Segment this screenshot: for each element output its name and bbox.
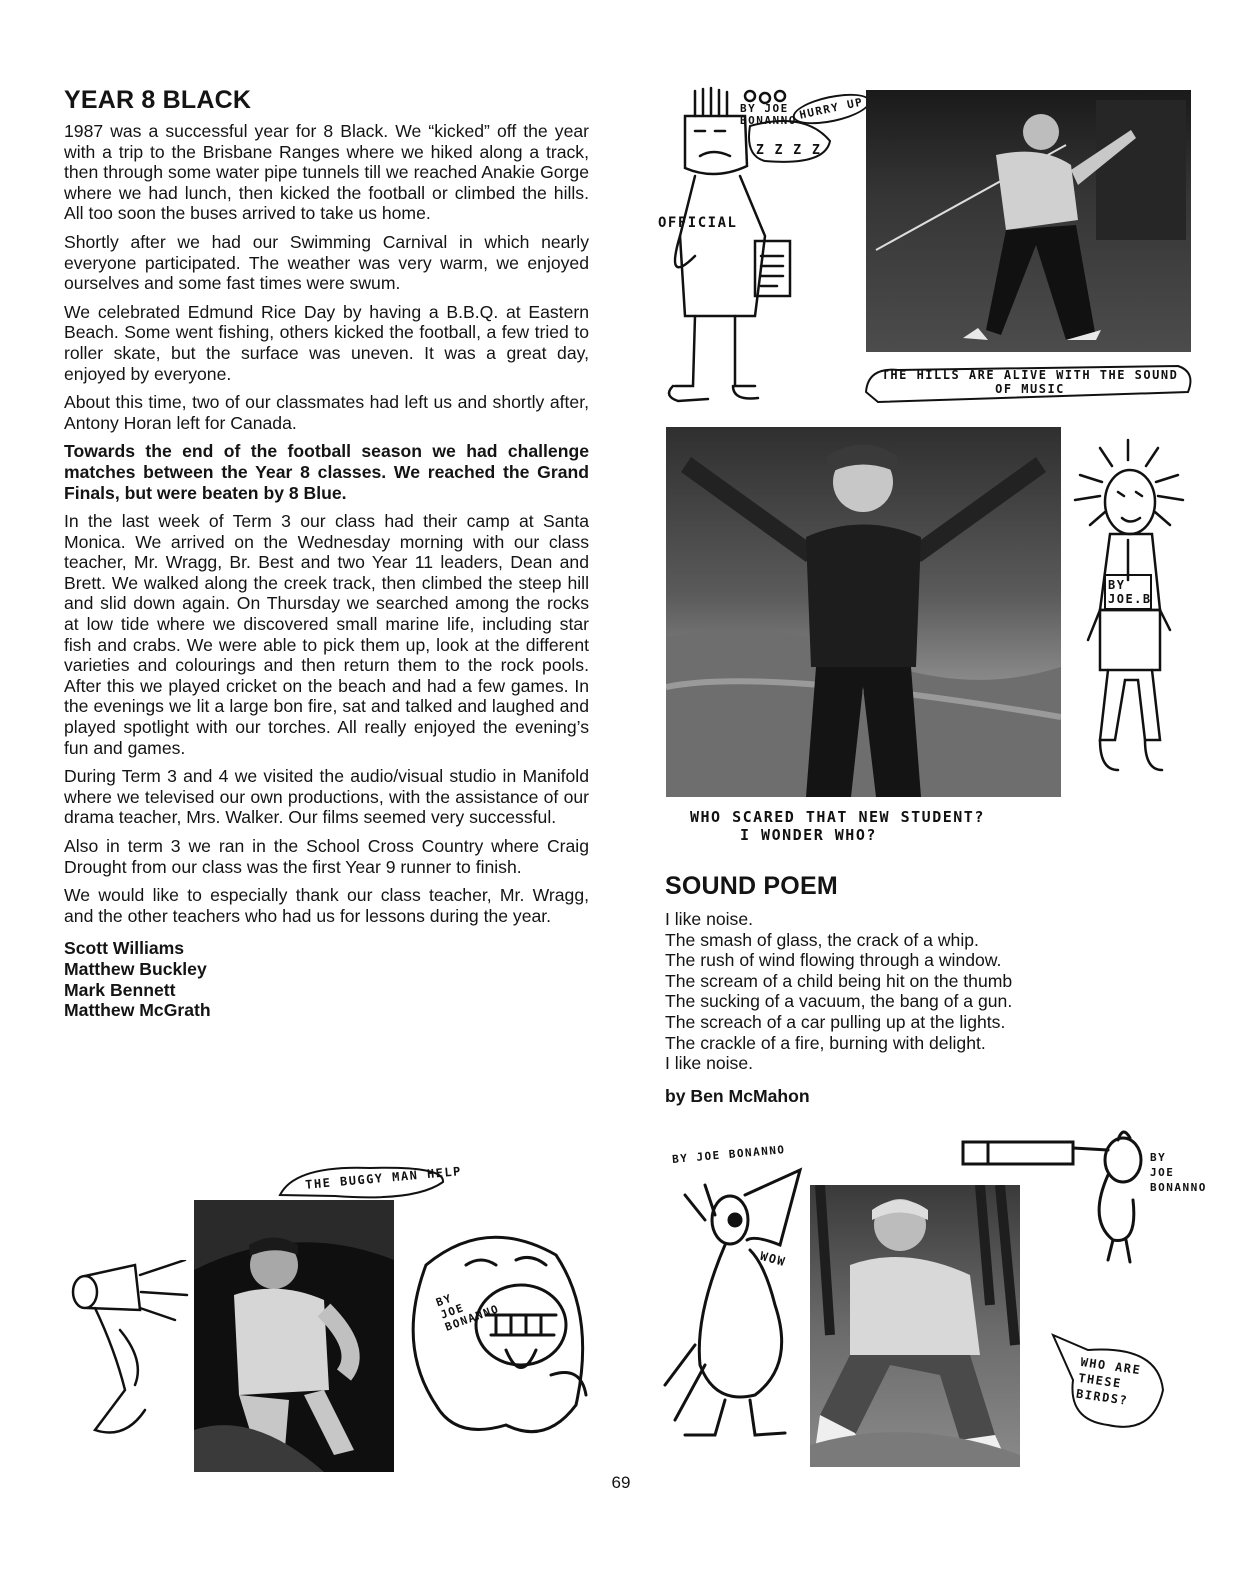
sound-poem	[665, 872, 1135, 1107]
javelin-thrower-photo	[866, 90, 1191, 352]
boy-arms-raised-photo	[666, 427, 1061, 797]
poem-title: SOUND POEM	[665, 872, 838, 900]
article-paragraph: We celebrated Edmund Rice Day by having a B.B.Q. at Eastern Beach. Some went fishing, others kicked the football, a few tried to roller skate, but the surface was uneven. It was a great day, enjoyed by everyone.	[64, 301, 589, 384]
poem-line: The crackle of a fire, burning with delight.	[665, 1032, 986, 1053]
official-caption: OFFICIAL	[658, 215, 738, 231]
poem-line: The scream of a child being hit on the thumb	[665, 970, 1013, 991]
artist-credit: BY JOE.B	[1104, 574, 1152, 610]
poem-line: The rush of wind flowing through a window.	[665, 950, 1002, 971]
poem-line: The sucking of a vacuum, the bang of a gun.	[665, 991, 1013, 1012]
artist-credit: BY JOE BONANNO	[671, 1143, 787, 1166]
author-name: Matthew McGrath	[64, 1000, 211, 1021]
article-paragraph: 1987 was a successful year for 8 Black. We “kicked” off the year with a trip to the Brisbane Ranges where we hiked along a track, then through some water pipe tunnels till we reached Anakie Gorge where we had lunch, then kicked the football or climbed the hills. All too soon the buses arrived to take us home.	[64, 121, 589, 224]
scared-caption: WHO SCARED THAT NEW STUDENT?	[690, 808, 985, 826]
hills-caption: THE HILLS ARE ALIVE WITH THE SOUND OF MUSIC	[881, 368, 1179, 396]
poem-byline: by Ben McMahon	[665, 1085, 810, 1106]
wow-caption: WOW	[758, 1248, 788, 1270]
poem-line: The screach of a car pulling up at the lights.	[665, 1011, 1006, 1032]
sleep-caption: Z Z Z Z	[756, 143, 822, 158]
artist-credit: BY JOE BONANNO	[740, 102, 797, 127]
spotlight-drawing	[65, 1260, 195, 1450]
spiky-hair-cartoon-drawing	[1070, 430, 1190, 800]
buggy-man-caption: THE BUGGY MAN HELP	[304, 1164, 463, 1192]
poem-line: I like noise.	[665, 909, 754, 929]
article-paragraph: About this time, two of our classmates had left us and shortly after, Antony Horan left for Canada.	[64, 392, 589, 433]
article-paragraph: In the last week of Term 3 our class had their camp at Santa Monica. We arrived on the Wednesday morning with our class teacher, Mr. Wragg, Br. Best and two Year 11 leaders, Dean and Brett. We walked along the creek track, then climbed the steep hill and slid down again. On Thursday we searched among the rocks at low tide where we discovered small marine life, including star fish and crabs. We were able to pick them up, look at the different varieties and colourings and then return them to the rock pools. After this we played cricket on the beach and had a few games. In the evenings we lit a large bon fire, sat and talked and laughed and played spotlight with our torches. All really enjoyed the evening’s fun and games.	[64, 511, 589, 758]
artist-credit: BY JOE BONANNO	[1150, 1151, 1207, 1194]
article-paragraph: During Term 3 and 4 we visited the audio/visual studio in Manifold where we televised our own productions, with the assistance of our drama teacher, Mrs. Walker. Our films seemed very successful.	[64, 766, 589, 828]
official-cartoon-drawing	[655, 86, 855, 416]
author-list	[64, 938, 589, 1020]
artist-credit: BY JOE BONANNO	[434, 1291, 502, 1334]
article-paragraph: Shortly after we had our Swimming Carnival in which nearly everyone participated. The weather was very warm, we enjoyed ourselves and some fast times were swum.	[64, 231, 589, 294]
article-title: YEAR 8 BLACK	[64, 86, 252, 114]
speech-bubble-hurry: HURRY UP	[790, 88, 873, 130]
author-name: Scott Williams	[64, 938, 185, 959]
article-paragraph: We would like to especially thank our class teacher, Mr. Wragg, and the other teachers who had us for lessons during the year.	[64, 885, 589, 926]
author-name: Matthew Buckley	[64, 958, 207, 979]
article-paragraph-bold: Towards the end of the football season we had challenge matches between the Year 8 classes. We reached the Grand Finals, but were beaten by 8 Blue.	[64, 441, 589, 503]
wonder-caption: I WONDER WHO?	[740, 826, 877, 844]
boy-in-tunnel-photo	[194, 1200, 394, 1472]
poem-line: I like noise.	[665, 1053, 754, 1074]
page-number: 69	[611, 1473, 631, 1492]
bird-cartoon-drawing	[655, 1165, 815, 1465]
ghost-face-drawing	[396, 1225, 596, 1455]
birds-caption: WHO ARE THESE BIRDS?	[1075, 1354, 1143, 1408]
telescope-bird-drawing	[958, 1120, 1158, 1270]
poem-line: The smash of glass, the crack of a whip.	[665, 929, 979, 950]
article-year-8-black	[64, 86, 589, 1021]
article-paragraph: Also in term 3 we ran in the School Cross Country where Craig Drought from our class was the first Year 9 runner to finish.	[64, 836, 589, 877]
author-name: Mark Bennett	[64, 979, 176, 1000]
